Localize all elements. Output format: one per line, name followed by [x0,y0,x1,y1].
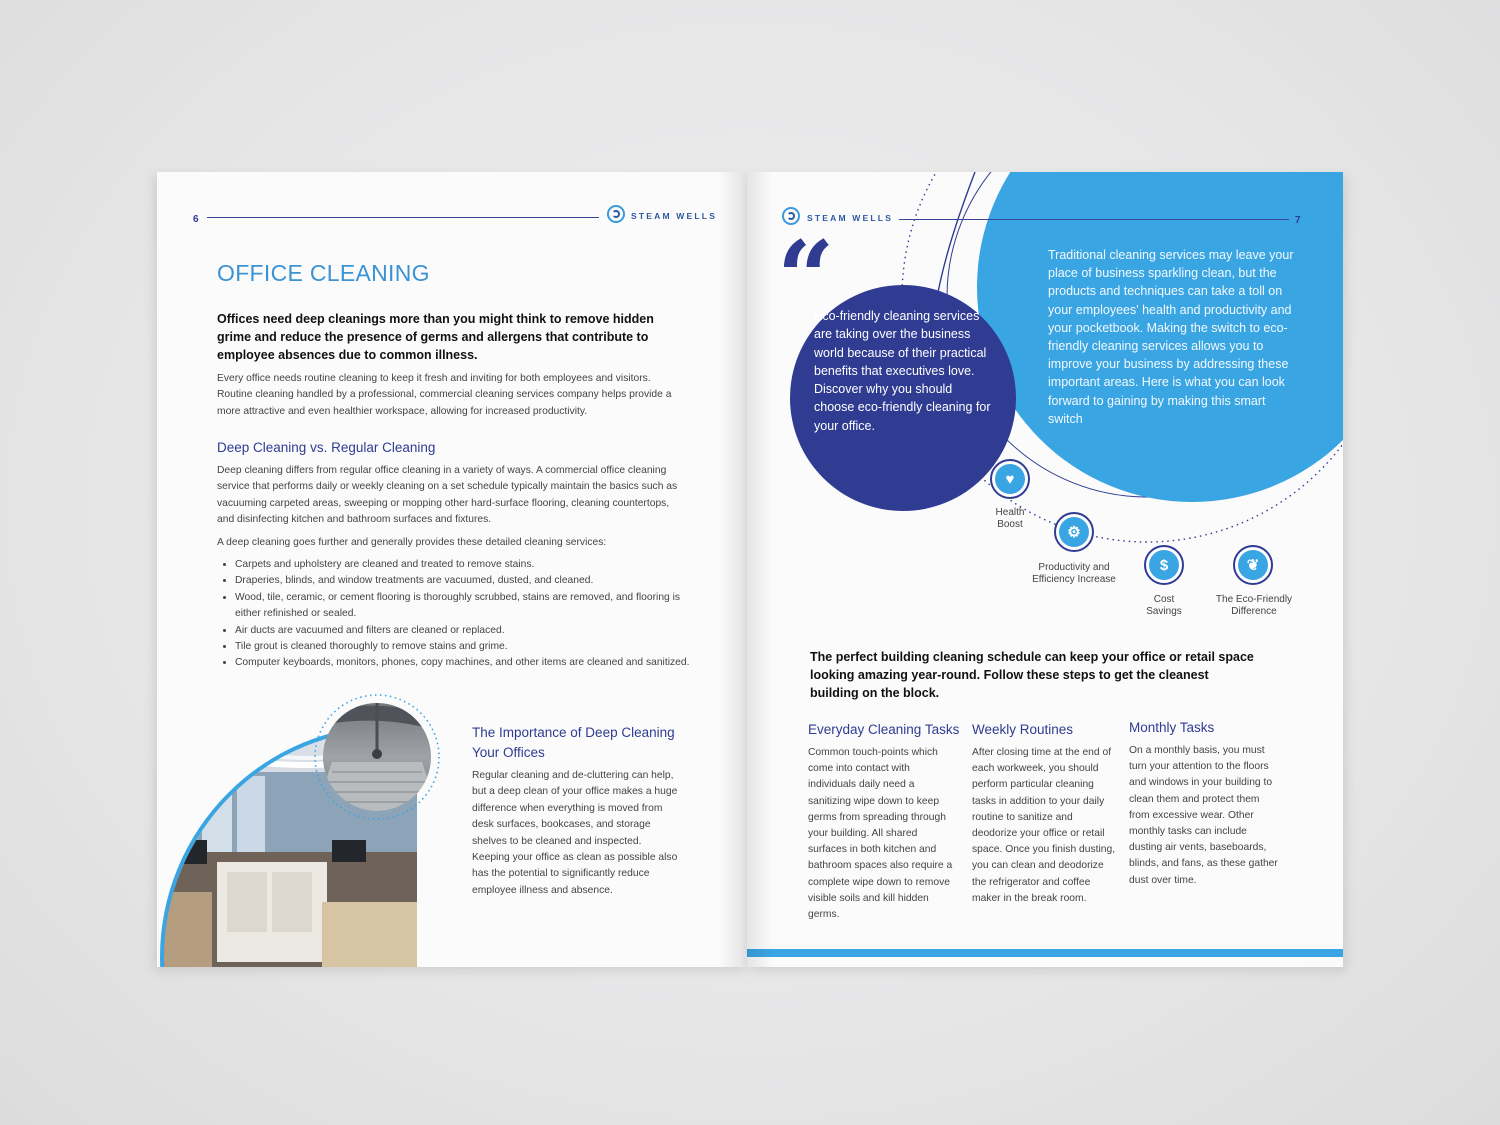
quote-text: Eco-friendly cleaning services are taking over the business world because of their practical benefits that executives love. Discover why you should choose eco-friendly cleaning for your office. [814,309,991,433]
benefit-label-health: Health Boost [995,507,1025,530]
brand-name: STEAM WELLS [807,213,894,223]
header-rule [207,217,599,218]
page-title: OFFICE CLEANING [217,260,430,286]
section-heading-deep-vs-regular: Deep Cleaning vs. Regular Cleaning [217,440,436,455]
left-gutter-shadow [718,172,748,967]
column-heading-monthly: Monthly Tasks [1129,720,1215,735]
column-heading-everyday: Everyday Cleaning Tasks [808,722,960,737]
steam-wells-logo-icon [607,205,625,223]
bubble-text: Traditional cleaning services may leave your place of business sparkling clean, but the products and techniques can take a toll on your employees' health and productivity and your pocketbook. Making the switch to eco-friendly cleaning services allows you to improve your business by addressing these important areas. Here is what you can look forward to gaining by making this smart switch [1048,248,1294,426]
benefit-label-eco: The Eco-Friendly Difference [1215,594,1293,617]
header-rule [899,219,1289,220]
importance-paragraph: Regular cleaning and de-cluttering can help, but a deep clean of your office makes a huge difference when everything is moved from desk surfaces, bookcases, and storage shelves to be cleaned and inspected. Keeping your office as clean as possible also has the potential to significantly reduce employee illness and absence. [472,770,678,896]
section-heading-importance: The Importance of Deep Cleaning Your Offices [472,725,675,760]
leaf-icon: ❦ [1233,545,1273,585]
benefit-label-productivity: Productivity and Efficiency Increase [1032,562,1116,585]
column-heading-weekly: Weekly Routines [972,722,1074,737]
benefit-label-cost: Cost Savings [1146,594,1182,617]
list-item: • Tile grout is cleaned thoroughly to remove stains and grime. [235,639,690,655]
intro-paragraph: Every office needs routine cleaning to keep it fresh and inviting for both employees and visitors. Routine cleaning handled by a professional, commercial cleaning services company helps provide a more attractive and even healthier workspace, allowing for increased productivity. [217,373,672,417]
list-item: • Carpets and upholstery are cleaned and treated to remove stains. [235,557,690,573]
deep-cleaning-paragraph: Deep cleaning differs from regular office cleaning in a variety of ways. A commercial office cleaning service that performs daily or weekly cleaning on a set schedule typically maintain the basics such as vacuuming carpeted areas, sweeping or mopping other hard-surface flooring, cleaning countertops, and disinfecting kitchen and bathroom surfaces and fixtures. [217,465,678,526]
deep-cleaning-intro: A deep cleaning goes further and generally provides these detailed cleaning services: [217,537,607,548]
schedule-lead: The perfect building cleaning schedule can keep your office or retail space looking amazing year-round. Follow these steps to get the cleanest building on the block. [810,650,1254,700]
list-item: • Air ducts are vacuumed and filters are cleaned or replaced. [235,623,690,639]
column-text-weekly: After closing time at the end of each workweek, you should perform particular cleaning tasks in addition to your daily routine to sanitize and deodorize your office or retail space. Once you finish dusting, you can clean and deodorize the refrigerator and coffee maker in the break room. [972,747,1116,904]
gear-chart-icon: ⚙ [1054,512,1094,552]
deep-cleaning-list [217,557,690,672]
dollar-icon: $ [1144,545,1184,585]
right-page [747,172,1343,967]
column-text-everyday: Common touch-points which come into contact with individuals daily need a sanitizing wipe down to keep germs from spreading through your building. All shared surfaces in both kitchen and bathroom spaces also require a complete wipe down to remove visible soils and kill hidden germs. [808,747,953,921]
lead-paragraph: Offices need deep cleanings more than you might think to remove hidden grime and reduce the presence of germs and allergens that contribute to employee absences due to common illness. [217,312,654,362]
page-number: 6 [193,214,199,225]
column-text-monthly: On a monthly basis, you must turn your attention to the floors and windows in your building to clean them and protect them from excessive wear. Other monthly tasks can include dusting air vents, baseboards, blinds, and fans, as these gather dust over time. [1129,745,1278,886]
duct-cleaning-photo [312,692,442,822]
page-number: 7 [1295,215,1301,226]
quote-mark-icon: “ [777,219,835,337]
left-page [157,172,748,967]
brand-name: STEAM WELLS [631,211,718,221]
list-item: • Computer keyboards, monitors, phones, copy machines, and other items are cleaned and sanitized. [235,655,690,671]
heart-pulse-icon: ♥ [990,459,1030,499]
list-item: • Wood, tile, ceramic, or cement flooring is thoroughly scrubbed, stains are removed, and flooring is either refinished or sealed. [235,590,690,623]
list-item: • Draperies, blinds, and window treatments are vacuumed, dusted, and cleaned. [235,573,690,589]
footer-bar [747,949,1343,957]
